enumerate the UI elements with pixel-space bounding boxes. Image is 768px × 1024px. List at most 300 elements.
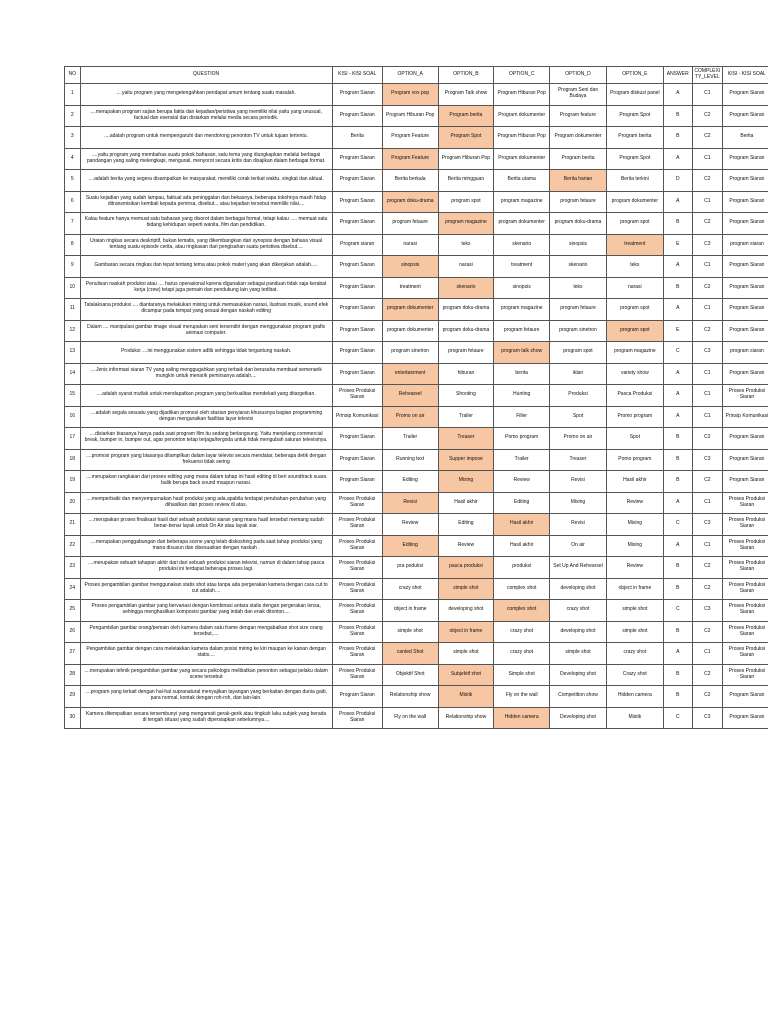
table-row [65,664,768,686]
cell-kisi-2: Proses Produksi Siaran [722,557,768,579]
table-row [65,191,768,213]
table-row [65,84,768,106]
cell-no: 5 [65,170,81,192]
header-question: QUESTION [80,67,332,84]
cell-option-d: Program dokumenter [550,127,607,149]
cell-question: ....merupakan tehnik pengambilan gambar yang secara psikologis melibatkan penonton sebagai pelaku dalam scene tersebut [80,664,332,686]
cell-complexity: C2 [692,578,722,600]
cell-no: 27 [65,643,81,665]
cell-option-a: Review [382,514,438,536]
cell-option-b: Program Hiburan Pop [438,148,494,170]
cell-kisi: Program Siaran [332,277,382,299]
cell-answer: A [663,492,692,514]
cell-question: Proses pengambilan gambar menggunakan statis shot atau tanpa ada pergerakan kamera dengan cara cut to cut adalah.... [80,578,332,600]
cell-option-b: simple shot [438,578,494,600]
cell-option-b: developing shot [438,600,494,622]
cell-no: 7 [65,213,81,235]
cell-complexity: C1 [692,191,722,213]
cell-option-d: Developing shot [550,707,607,729]
cell-question: ....merupakan sebuah tahapan akhir dari dari sebuah produksi siaran televisi, namun di dalam tahap pasca produksi ini terdapat beberapa proses lagi. [80,557,332,579]
cell-option-e: Berita terkini [606,170,663,192]
cell-question: Gambaran secara ringkas dan tepat tentang tema atau pokok materi yang akan dikerjakan adalah..... [80,256,332,278]
cell-answer: E [663,234,692,256]
cell-kisi-2: Proses Produksi Siaran [722,578,768,600]
header-kisi: KISI - KISI SOAL [332,67,382,84]
cell-question: Pengambilan gambar dengan cara meletakkan kamera dalam posisi miring ke kiri maupun ke kanan dengan statis.... [80,643,332,665]
cell-option-b: Hasil akhir [438,492,494,514]
cell-answer: A [663,385,692,407]
cell-kisi: Program Siaran [332,84,382,106]
table-row [65,492,768,514]
cell-kisi: Program siaran [332,234,382,256]
cell-option-d: Revisi [550,471,607,493]
cell-option-c: Hasil akhir [494,535,550,557]
cell-question: ....Jenis informasi siaran TV yang saling menggugahkan yang terbaik dan berusaha membuat semenarik mungkin untuk menarik pemirsanya adalah.... [80,363,332,385]
cell-option-d: Promo on air [550,428,607,450]
cell-option-c: Editing [494,492,550,514]
cell-answer: E [663,320,692,342]
cell-option-e: crazy shot [606,643,663,665]
cell-answer: C [663,600,692,622]
cell-no: 21 [65,514,81,536]
cell-kisi-2: Program Siaran [722,84,768,106]
cell-kisi: Proses Produksi Siaran [332,578,382,600]
cell-option-c: Trailer [494,449,550,471]
cell-option-e: Promo program [606,406,663,428]
cell-option-a: object in frame [382,600,438,622]
cell-option-b: program magazine [438,213,494,235]
cell-kisi: Program Siaran [332,105,382,127]
cell-kisi-2: Program Siaran [722,299,768,321]
cell-option-b: Review [438,535,494,557]
cell-kisi-2: Program Siaran [722,471,768,493]
cell-question: ....merupakan proses finalisasi hasil dari sebuah produksi siaran yang mana hasil tersebut memang sudah benar-benar layak untuk On Air atau layak siar. [80,514,332,536]
cell-question: ....adalah program untuk mempengaruhi dan mendorong penonton TV untuk tujuan tertentu. [80,127,332,149]
cell-option-a: Trailer [382,428,438,450]
header-option-b: OPTION_B [438,67,494,84]
cell-complexity: C2 [692,170,722,192]
cell-kisi: Program Siaran [332,449,382,471]
cell-kisi-2: Program Siaran [722,148,768,170]
cell-option-c: Fly on the wall [494,686,550,708]
cell-option-b: program spot [438,191,494,213]
cell-complexity: C2 [692,428,722,450]
cell-option-c: Hunting [494,385,550,407]
cell-option-c: crazy shot [494,621,550,643]
cell-option-c: program talk show [494,342,550,364]
cell-no: 4 [65,148,81,170]
cell-no: 1 [65,84,81,106]
cell-option-c: Program dokumenter [494,148,550,170]
cell-option-c: produksi [494,557,550,579]
table-row [65,535,768,557]
cell-question: ....promosi program yang biasanya ditampilkan dalam layar televisi secara mendatar, beberapa detik dengan frekuensi tidak sering [80,449,332,471]
cell-kisi: Program Siaran [332,320,382,342]
table-row [65,600,768,622]
cell-option-e: Mixing [606,535,663,557]
cell-kisi: Proses Produksi Siaran [332,492,382,514]
cell-option-c: skenario [494,234,550,256]
header-complexity: COMPLEXITY_LEVEL [692,67,722,84]
cell-option-a: Fly on the wall [382,707,438,729]
cell-no: 28 [65,664,81,686]
cell-answer: B [663,621,692,643]
cell-option-c: berita [494,363,550,385]
header-option-c: OPTION_C [494,67,550,84]
cell-answer: B [663,578,692,600]
table-row [65,127,768,149]
table-row [65,170,768,192]
cell-option-c: treatment [494,256,550,278]
header-option-a: OPTION_A [382,67,438,84]
cell-complexity: C3 [692,514,722,536]
cell-no: 8 [65,234,81,256]
cell-option-b: Supper impose [438,449,494,471]
cell-option-e: Pomo program [606,449,663,471]
cell-option-e: Program diskusi panel [606,84,663,106]
table-row [65,299,768,321]
cell-option-d: Mixing [550,492,607,514]
cell-question: Produksi ....ini menggunakan sistem adlib sehingga tidak tergantung naskah. [80,342,332,364]
header-kisi-2: KISI - KISI SOAL [722,67,768,84]
table-row [65,428,768,450]
cell-kisi: Program Siaran [332,471,382,493]
cell-option-e: simple shot [606,600,663,622]
cell-option-c: program fetaure [494,320,550,342]
cell-option-b: object in frame [438,621,494,643]
spreadsheet [64,66,768,729]
cell-answer: B [663,686,692,708]
cell-option-e: Review [606,557,663,579]
cell-no: 25 [65,600,81,622]
cell-kisi: Proses Produksi Siaran [332,385,382,407]
cell-kisi-2: Program Siaran [722,428,768,450]
cell-option-b: Program Talk show [438,84,494,106]
cell-option-e: Hasil akhir [606,471,663,493]
cell-answer: A [663,363,692,385]
cell-no: 20 [65,492,81,514]
cell-kisi: Program Siaran [332,256,382,278]
cell-option-e: Mixing [606,514,663,536]
cell-complexity: C2 [692,127,722,149]
cell-kisi: Program Siaran [332,191,382,213]
cell-no: 19 [65,471,81,493]
cell-option-d: Treaser [550,449,607,471]
cell-option-a: Berita berkala [382,170,438,192]
cell-no: 3 [65,127,81,149]
cell-answer: A [663,299,692,321]
cell-option-d: program fetaure [550,299,607,321]
cell-complexity: C1 [692,535,722,557]
cell-kisi: Proses Produksi Siaran [332,664,382,686]
cell-kisi-2: Program Siaran [722,707,768,729]
cell-kisi-2: Program Siaran [722,256,768,278]
cell-answer: B [663,277,692,299]
table-row [65,277,768,299]
cell-question: ....merupakan program sajian berupa fakta dan kejadian/peristiwa yang memiliki nilai yaitu yang unusual, factual dan esensial dan disiarkan melalui media secara periodik. [80,105,332,127]
cell-option-b: Program berita [438,105,494,127]
cell-option-a: program doku-drama [382,191,438,213]
cell-option-b: Subjektif shot [438,664,494,686]
cell-complexity: C2 [692,686,722,708]
cell-option-e: Mistik [606,707,663,729]
cell-complexity: C1 [692,148,722,170]
cell-complexity: C1 [692,256,722,278]
cell-option-b: narasi [438,256,494,278]
cell-option-b: Mixing [438,471,494,493]
cell-no: 30 [65,707,81,729]
table-row [65,213,768,235]
cell-option-e: teks [606,256,663,278]
table-row [65,363,768,385]
cell-option-a: narasi [382,234,438,256]
cell-option-c: Berita utama [494,170,550,192]
table-row [65,643,768,665]
header-option-e: OPTION_E [606,67,663,84]
cell-answer: B [663,213,692,235]
cell-no: 13 [65,342,81,364]
cell-kisi: Program Siaran [332,363,382,385]
cell-kisi-2: Program Siaran [722,213,768,235]
cell-question: ....merupakan penggabungan dari beberapa scene yang telah diskoshing pada saat tahap produksi yang mana disusun dan disesuaikan dengan naskah . [80,535,332,557]
cell-option-e: object in frame [606,578,663,600]
cell-complexity: C1 [692,492,722,514]
cell-option-e: treatment [606,234,663,256]
cell-option-b: program fetaure [438,342,494,364]
cell-complexity: C3 [692,707,722,729]
cell-option-d: Spot [550,406,607,428]
cell-no: 22 [65,535,81,557]
cell-complexity: C2 [692,471,722,493]
cell-option-b: pasca produksi [438,557,494,579]
cell-option-a: Program Feature [382,148,438,170]
cell-no: 11 [65,299,81,321]
cell-kisi-2: Program Siaran [722,686,768,708]
cell-option-a: pra poduksi [382,557,438,579]
cell-option-d: Program Seni dan Budaya [550,84,607,106]
cell-answer: B [663,105,692,127]
cell-no: 24 [65,578,81,600]
cell-option-b: Relationship show [438,707,494,729]
cell-option-e: program spot [606,299,663,321]
cell-answer: A [663,148,692,170]
cell-kisi-2: Berita [722,127,768,149]
cell-option-e: Pasca Produksi [606,385,663,407]
cell-option-b: Shooting [438,385,494,407]
cell-option-e: Review [606,492,663,514]
cell-no: 15 [65,385,81,407]
cell-question: ....adalah syarat mutlak untuk mendapatkan program yang berkualitas mendekati yang ditargetkan. [80,385,332,407]
cell-option-c: Review [494,471,550,493]
cell-complexity: C3 [692,600,722,622]
cell-option-d: On air [550,535,607,557]
cell-answer: B [663,449,692,471]
cell-option-c: Hidden camera [494,707,550,729]
cell-answer: A [663,643,692,665]
cell-kisi: Proses Produksi Siaran [332,643,382,665]
cell-kisi-2: Program Siaran [722,170,768,192]
cell-option-d: program sinetron [550,320,607,342]
cell-option-d: Set Up And Rehearsel [550,557,607,579]
header-answer: ANSWER [663,67,692,84]
cell-option-a: program dokumenter [382,299,438,321]
cell-question: Dalam .... manipulasi gambar image visual merupakan seni tersendiri dengan menggunakan program grafis animasi computer. [80,320,332,342]
cell-question: ....merupakan rangkaian dari proses editing yang mana dalam tahap ini hasil editing di beri soundtrack suara balik berupa back sound maupun narasi. [80,471,332,493]
cell-option-a: program sinetron [382,342,438,364]
cell-option-d: Program berita [550,148,607,170]
cell-option-b: program doku-drama [438,320,494,342]
cell-option-b: teks [438,234,494,256]
cell-option-a: program dokumenter [382,320,438,342]
header-no: NO [65,67,81,84]
cell-answer: B [663,471,692,493]
cell-option-d: Produksi [550,385,607,407]
cell-answer: C [663,514,692,536]
cell-answer: B [663,664,692,686]
cell-option-b: program doku-drama [438,299,494,321]
cell-no: 6 [65,191,81,213]
cell-option-c: program dokumenter [494,213,550,235]
cell-kisi-2: Proses Produksi Siaran [722,621,768,643]
table-body [65,84,768,729]
cell-option-e: simple shot [606,621,663,643]
cell-kisi-2: Prinsip Komunikasi [722,406,768,428]
cell-option-a: Running text [382,449,438,471]
table-row [65,686,768,708]
cell-option-b: Program Spot [438,127,494,149]
cell-question: ....yaitu program yang membahas suatu pokok bahasan, satu tema yang diungkapkan melalui berbagai pandangan yang saling melengkapi, menguraii, menyorot secara kritis dan disajikan dalam berbagai format. [80,148,332,170]
cell-complexity: C3 [692,234,722,256]
cell-option-a: simple shot [382,621,438,643]
cell-complexity: C3 [692,342,722,364]
cell-option-a: sinopsis [382,256,438,278]
cell-option-c: Program Hiburan Pop [494,127,550,149]
cell-question: ....memperbaiki dan menyempurnakan hasil produksi yang ada,apabila terdapat perubahan-perubahan yang dihasilkan dari proses review di atas. [80,492,332,514]
cell-kisi: Proses Produksi Siaran [332,535,382,557]
cell-kisi-2: Program Siaran [722,191,768,213]
cell-option-b: skenario [438,277,494,299]
cell-answer: A [663,191,692,213]
cell-answer: B [663,127,692,149]
cell-option-e: Spot [606,428,663,450]
cell-option-e: program magazine [606,342,663,364]
cell-complexity: C1 [692,84,722,106]
cell-complexity: C2 [692,213,722,235]
cell-answer: A [663,84,692,106]
cell-option-c: complex shot [494,578,550,600]
cell-option-d: Competition show [550,686,607,708]
cell-answer: C [663,342,692,364]
cell-kisi: Proses Produksi Siaran [332,557,382,579]
cell-complexity: C1 [692,643,722,665]
cell-kisi-2: Proses Produksi Siaran [722,492,768,514]
cell-option-a: Program Feature [382,127,438,149]
cell-kisi: Program Siaran [332,686,382,708]
cell-no: 16 [65,406,81,428]
cell-option-c: Program Hiburan Pop [494,84,550,106]
cell-option-d: Developing shot [550,664,607,686]
cell-option-b: Berita mingguan [438,170,494,192]
cell-option-d: program doku-drama [550,213,607,235]
table-row [65,320,768,342]
cell-no: 18 [65,449,81,471]
cell-no: 14 [65,363,81,385]
cell-kisi-2: Program Siaran [722,449,768,471]
cell-complexity: C2 [692,621,722,643]
cell-kisi: Proses Produksi Siaran [332,600,382,622]
cell-kisi: Proses Produksi Siaran [332,707,382,729]
cell-answer: A [663,535,692,557]
cell-question: Suatu kejadian yang sudah lampau, faktual ada peninggalan dan bekasnya, beberapa tokohnya masih hidup ditransmisikan kembali kepada pemirsa, disebut... atau kejadian tersebut memiliki nilai.... [80,191,332,213]
cell-kisi-2: Program Siaran [722,105,768,127]
table-row [65,256,768,278]
cell-answer: B [663,557,692,579]
cell-question: Uraian ringkas secara deskriptif, bukan tematis, yang dikembangkan dari synopsis dengan bahasa visual tentang suatu episode cerita, atau ringkasan dari pengisahan suatu peristiwa disebut.... [80,234,332,256]
table-row [65,578,768,600]
cell-complexity: C1 [692,385,722,407]
cell-option-c: Filler [494,406,550,428]
cell-option-c: program magazine [494,299,550,321]
cell-question: ....yaitu program yang mengetengahkan pendapat umum tentang suatu masalah. [80,84,332,106]
cell-option-a: Revisi [382,492,438,514]
table-row [65,342,768,364]
cell-question: Pengambilan gambar orang/pemain oleh kamera dalam satu frame dengan mengabaikan shot size orang tersebut,.... [80,621,332,643]
cell-no: 2 [65,105,81,127]
cell-kisi: Program Siaran [332,342,382,364]
cell-no: 9 [65,256,81,278]
cell-complexity: C3 [692,449,722,471]
cell-option-e: Program Spot [606,148,663,170]
cell-option-e: program dokumenter [606,191,663,213]
cell-no: 17 [65,428,81,450]
cell-kisi: Proses Produksi Siaran [332,621,382,643]
cell-option-e: narasi [606,277,663,299]
cell-kisi-2: Program Siaran [722,363,768,385]
cell-answer: B [663,428,692,450]
cell-question: ....disiarkan biasanya hanya pada saat program film itu sedang berlangsung. Yaitu menjelang commercial break, bumper in, bumper out, agar penonton tetap terjaga/tergoda untuk tidak mengubah saluran televisinya. [80,428,332,450]
cell-kisi: Program Siaran [332,428,382,450]
cell-option-c: Program dokumenter [494,105,550,127]
cell-option-b: Treaser [438,428,494,450]
cell-option-d: program fetaure [550,191,607,213]
cell-answer: A [663,406,692,428]
cell-option-b: hiburan [438,363,494,385]
table-row [65,621,768,643]
cell-option-d: sinopsis [550,234,607,256]
cell-option-c: Pomo program [494,428,550,450]
cell-kisi: Prinsip Komunikasi [332,406,382,428]
cell-no: 29 [65,686,81,708]
cell-option-e: Program Spot [606,105,663,127]
cell-option-c: program magazine [494,191,550,213]
cell-option-a: Editing [382,471,438,493]
cell-no: 10 [65,277,81,299]
cell-option-d: Program feature [550,105,607,127]
cell-option-c: crazy shot [494,643,550,665]
cell-option-e: program spot [606,320,663,342]
table-row [65,385,768,407]
cell-option-d: crazy shot [550,600,607,622]
cell-question: ....program yang terkait dengan hal-hal supranatural menyajikan tayangan yang berkaitan dengan dunia gaib, para normal, kontak dengan roh-roh, dan lain-lain. [80,686,332,708]
cell-option-e: program spot [606,213,663,235]
cell-option-d: teks [550,277,607,299]
cell-option-a: Relationship show [382,686,438,708]
cell-option-a: entertainment [382,363,438,385]
cell-option-d: developing shot [550,578,607,600]
cell-option-d: program spot [550,342,607,364]
cell-kisi-2: Proses Produksi Siaran [722,514,768,536]
cell-kisi: Program Siaran [332,299,382,321]
